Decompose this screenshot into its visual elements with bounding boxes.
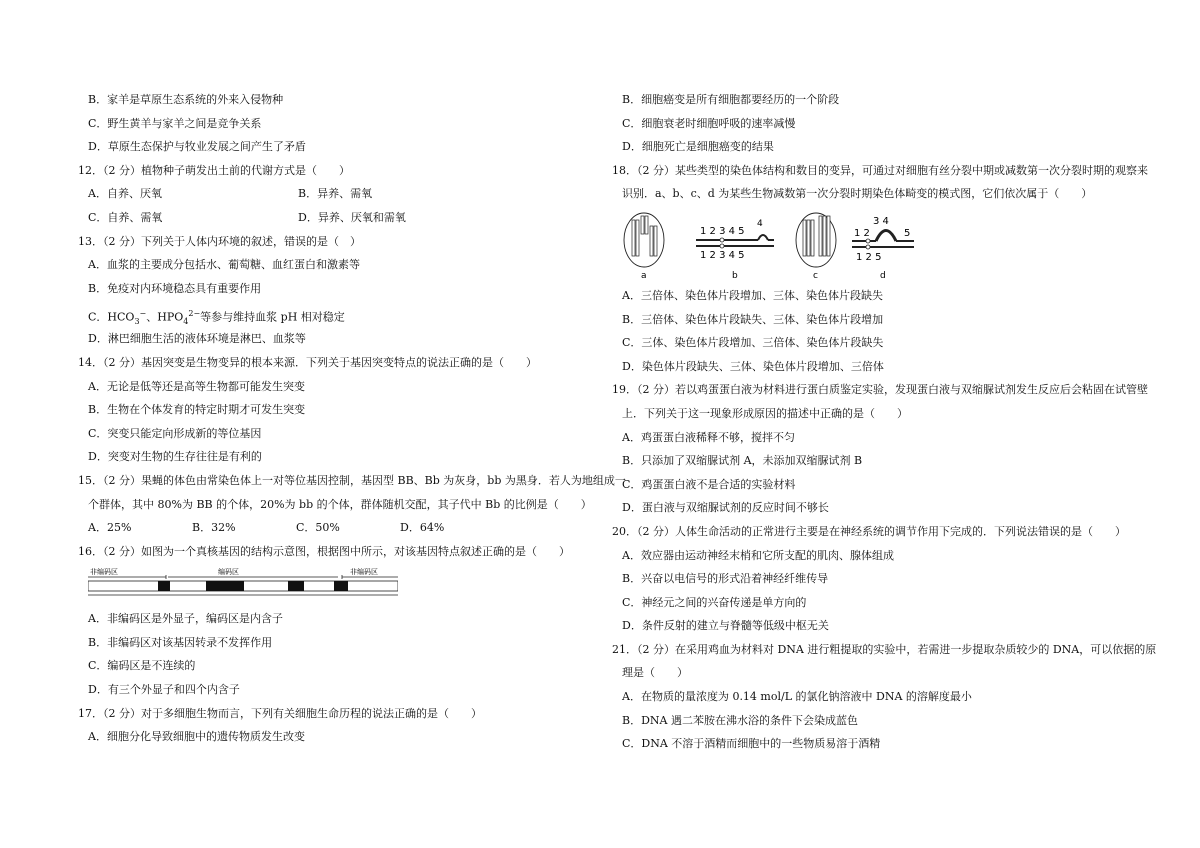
option-b: B．三倍体、染色体片段缺失、三体、染色体片段增加 — [622, 312, 884, 326]
question-16: 16．（2 分）如图为一个真核基因的结构示意图，根据图中所示，对该基因特点叙述正确的是（ ） — [78, 544, 570, 558]
option-d: D．蛋白液与双缩脲试剂的反应时间不够长 — [622, 501, 829, 515]
option-b: B．生物在个体发育的特定时期才可发生突变 — [88, 403, 306, 417]
exon-block — [206, 581, 244, 591]
text-line: D．细胞死亡是细胞癌变的结果 — [622, 140, 774, 154]
option-a: A．三倍体、染色体片段增加、三体、染色体片段缺失 — [622, 288, 883, 302]
figure-d — [852, 216, 914, 280]
option-d: D．异养、厌氧和需氧 — [298, 210, 406, 224]
options-row — [78, 182, 598, 206]
option-d: D．条件反射的建立与脊髓等低级中枢无关 — [622, 619, 829, 633]
question-12: 12．（2 分）植物种子萌发出土前的代谢方式是（ ） — [78, 163, 350, 177]
option-a: A．非编码区是外显子，编码区是内含子 — [88, 612, 283, 626]
label-c: c — [813, 270, 818, 280]
d-top-right-number: 5 — [904, 227, 911, 239]
figure-c — [796, 213, 836, 280]
question-15: 15．（2 分）果蝇的体色由常染色体上一对等位基因控制，基因型 BB、Bb 为灰身，bb 为黑身．若人为地组成一 — [78, 473, 626, 487]
text-line: D．草原生态保护与牧业发展之间产生了矛盾 — [88, 140, 306, 154]
figure-b — [696, 219, 774, 280]
right-column — [612, 88, 1157, 756]
text-line: B．细胞癌变是所有细胞都要经历的一个阶段 — [622, 93, 840, 106]
option-a: A．鸡蛋蛋白液稀释不够，搅拌不匀 — [622, 430, 795, 444]
left-column — [78, 88, 626, 749]
option-d: D．染色体片段缺失、三体、染色体片段增加、三倍体 — [622, 359, 884, 373]
gene-structure-diagram — [88, 565, 598, 605]
option-c-text: 等参与维持血浆 pH 相对稳定 — [200, 311, 345, 324]
question-21-cont: 理是（ ） — [622, 666, 688, 680]
option-b: B．只添加了双缩脲试剂 A，未添加双缩脲试剂 B — [622, 454, 863, 468]
option-b: B．兴奋以电信号的形式沿着神经纤维传导 — [622, 572, 829, 586]
option-d: D．64% — [400, 521, 445, 535]
question-14: 14．（2 分）基因突变是生物变异的根本来源．下列关于基因突变特点的说法正确的是（ ） — [78, 355, 537, 369]
b-extra-number: 4 — [757, 218, 763, 229]
d-bottom-numbers: 1 2 5 — [856, 251, 882, 263]
option-a: A．细胞分化导致细胞中的遗传物质发生改变 — [88, 730, 305, 744]
text-line: C．野生黄羊与家羊之间是竞争关系 — [88, 116, 262, 130]
text-line: C．细胞衰老时细胞呼吸的速率减慢 — [622, 116, 796, 130]
question-19-cont: 上．下列关于这一现象形成原因的描述中正确的是（ ） — [622, 406, 908, 420]
option-b: B．免疫对内环境稳态具有重要作用 — [88, 281, 262, 295]
option-c: C．神经元之间的兴奋传递是单方向的 — [622, 595, 807, 609]
option-d: D．有三个外显子和四个内含子 — [88, 683, 240, 697]
d-loop-numbers: 3 4 — [873, 215, 889, 227]
question-21: 21．（2 分）在采用鸡血为材料对 DNA 进行粗提取的实验中，若需进一步提取杂质较少的 DNA，可以依据的原 — [612, 642, 1157, 656]
label-b: b — [732, 270, 738, 280]
options-row — [78, 206, 598, 230]
option-c: C．三体、染色体片段增加、三倍体、染色体片段缺失 — [622, 336, 884, 350]
option-a: A．无论是低等还是高等生物都可能发生突变 — [88, 379, 305, 393]
option-c: C．自养、需氧 — [88, 210, 163, 224]
question-18-cont: 识别．a、b、c、d 为某些生物减数第一次分裂时期染色体畸变的模式图，它们依次属于（ ） — [622, 187, 1093, 201]
option-a: A．自养、厌氧 — [88, 187, 162, 201]
label-a: a — [641, 270, 647, 280]
option-b: B．32% — [192, 521, 236, 535]
text-line: B．家羊是草原生态系统的外来入侵物种 — [88, 93, 284, 106]
option-d: D．突变对生物的生存往往是有利的 — [88, 450, 262, 464]
chromosome-svg — [622, 210, 922, 280]
d-top-left-numbers: 1 2 — [854, 227, 870, 239]
option-c: C．$HCO_3^-$、$HPO_4^{2-}$等参与维持血浆 pH 相对稳定 — [88, 309, 345, 327]
question-15-cont: 个群体，其中 80%为 BB 的个体，20%为 bb 的个体，群体随机交配，其子代中 Bb 的比例是（ ） — [88, 497, 592, 511]
label-noncoding-right: 非编码区 — [350, 568, 378, 577]
question-18: 18．（2 分）某些类型的染色体结构和数目的变异，可通过对细胞有丝分裂中期或减数第一次分裂时期的观察来 — [612, 163, 1148, 177]
label-coding: 编码区 — [218, 568, 239, 577]
figure-a — [624, 213, 664, 280]
option-c: C．DNA 不溶于酒精而细胞中的一些物质易溶于酒精 — [622, 737, 881, 751]
option-c: C．编码区是不连续的 — [88, 659, 196, 673]
exon-block — [288, 581, 304, 591]
label-noncoding-left: 非编码区 — [90, 568, 118, 577]
option-a: A．效应器由运动神经末梢和它所支配的肌肉、腺体组成 — [622, 548, 894, 562]
question-20: 20．（2 分）人体生命活动的正常进行主要是在神经系统的调节作用下完成的．下列说法错误的是（ ） — [612, 524, 1126, 538]
option-b: B．非编码区对该基因转录不发挥作用 — [88, 635, 273, 649]
exon-block — [158, 581, 170, 591]
option-c: C．突变只能定向形成新的等位基因 — [88, 426, 262, 440]
label-d: d — [880, 270, 886, 280]
question-19: 19．（2 分）若以鸡蛋蛋白液为材料进行蛋白质鉴定实验，发现蛋白液与双缩脲试剂发生反应后会粘固在试管壁 — [612, 383, 1148, 397]
chromosome-diagram — [622, 210, 1132, 280]
question-17: 17．（2 分）对于多细胞生物而言，下列有关细胞生命历程的说法正确的是（ ） — [78, 706, 482, 720]
option-a: A．血浆的主要成分包括水、葡萄糖、血红蛋白和激素等 — [88, 258, 360, 272]
formula-hpo4: 、HPO — [146, 311, 184, 324]
options-row — [78, 516, 598, 540]
question-13: 13．（2 分）下列关于人体内环境的叙述，错误的是（ ） — [78, 234, 361, 248]
formula-hco3: C．HCO — [88, 311, 135, 324]
gene-svg — [88, 565, 398, 605]
option-a: A．25% — [88, 521, 132, 535]
option-b: B．异养、需氧 — [298, 187, 373, 201]
option-b: B．DNA 遇二苯胺在沸水浴的条件下会染成蓝色 — [622, 713, 858, 727]
option-c: C．50% — [296, 521, 340, 535]
option-c: C．鸡蛋蛋白液不是合适的实验材料 — [622, 477, 796, 491]
exon-block — [334, 581, 348, 591]
option-d: D．淋巴细胞生活的液体环境是淋巴、血浆等 — [88, 332, 306, 346]
option-a: A．在物质的量浓度为 0.14 mol/L 的氯化钠溶液中 DNA 的溶解度最小 — [622, 690, 972, 704]
b-top-numbers: 1 2 3 4 5 — [700, 225, 745, 237]
b-bottom-numbers: 1 2 3 4 5 — [700, 249, 745, 261]
